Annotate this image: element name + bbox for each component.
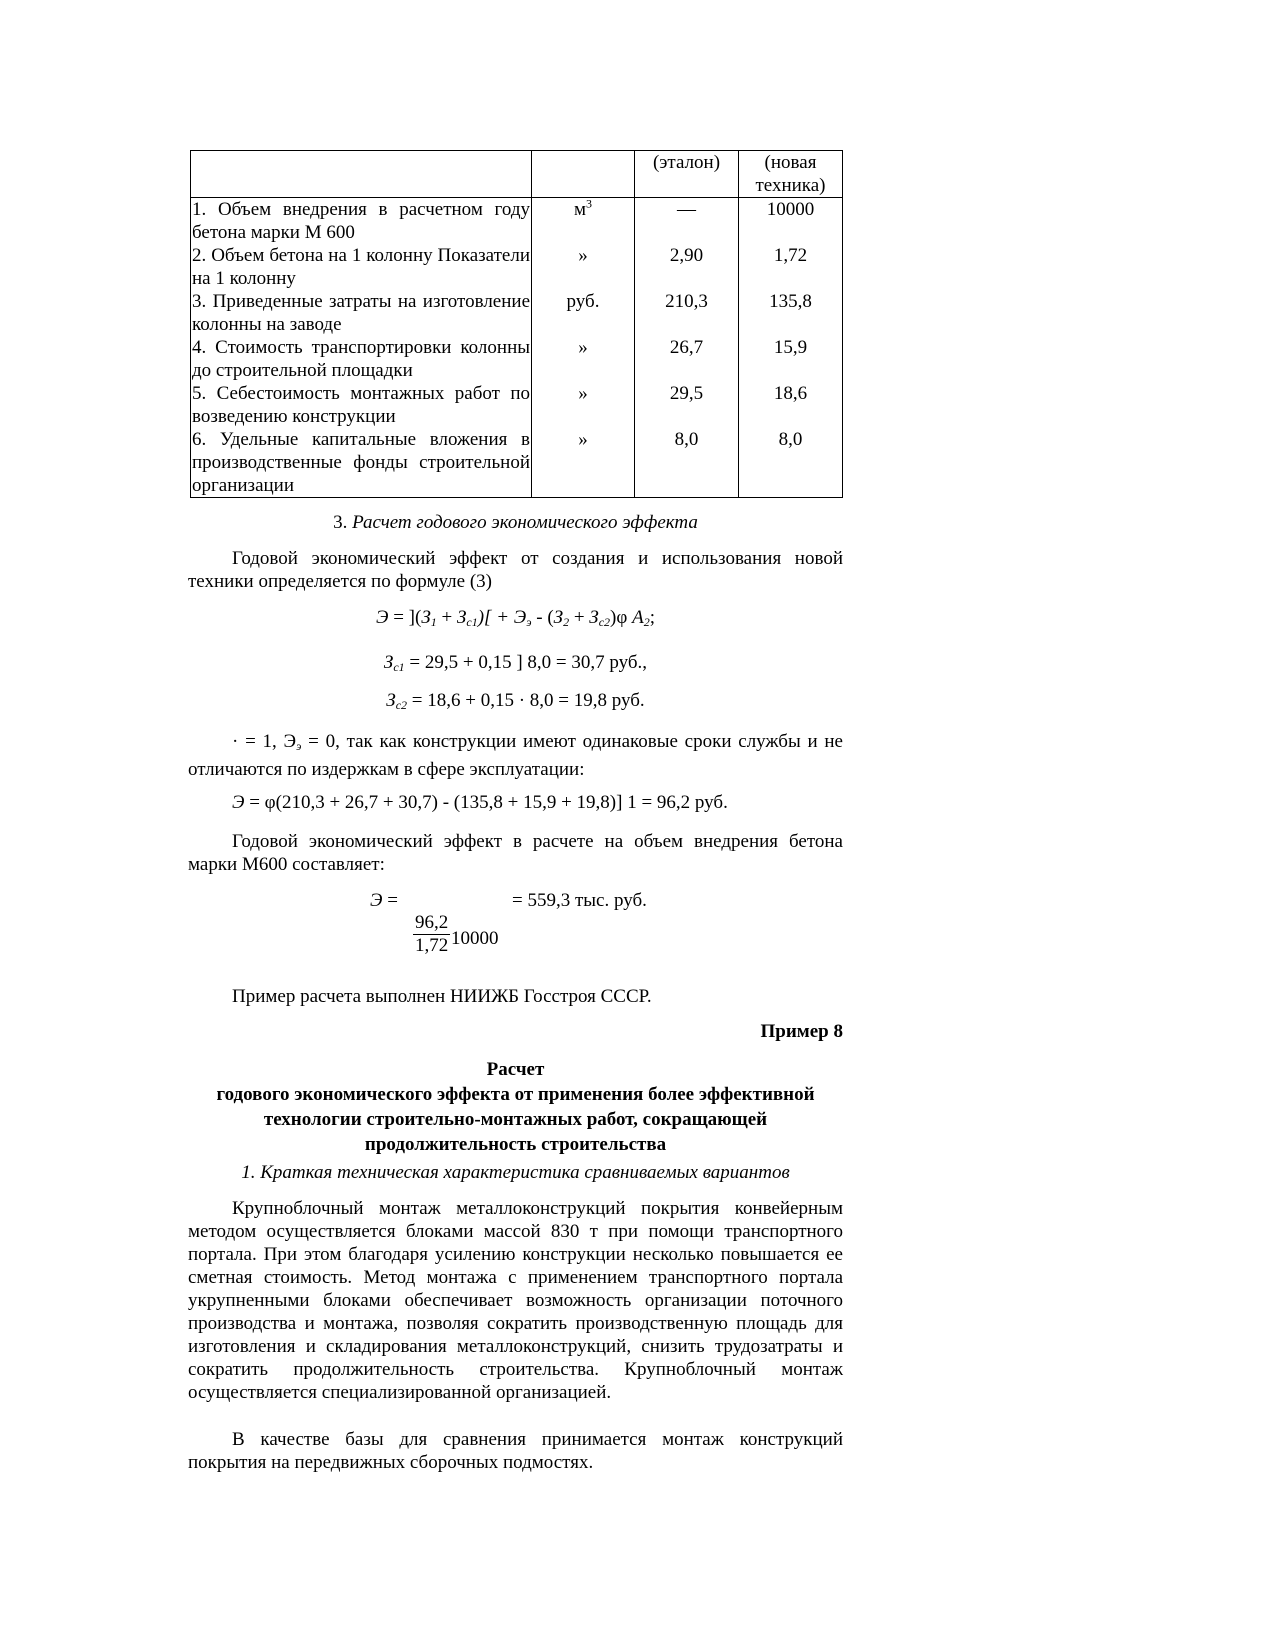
formula-symbol: З	[553, 607, 564, 628]
formula-subscript: 1	[430, 615, 437, 629]
formula-total	[370, 890, 398, 912]
formula-zc1	[188, 652, 843, 675]
formula-subscript: с1	[393, 660, 405, 674]
row-unit: »	[578, 245, 588, 266]
header-cell-indicator	[191, 151, 532, 198]
formula-part: = φ(210,3 + 26,7 + 30,7) - (135,8 + 15,9 + 19,8)] 1 = 96,2 руб.	[244, 792, 728, 813]
formula-part: =	[382, 890, 398, 911]
fraction-denominator: 1,72	[415, 935, 449, 956]
formula-part: ;	[649, 607, 655, 628]
paragraph-annual-effect: Годовой экономический эффект в расчете на объем внедрения бетона марки М600 составляет:	[188, 831, 843, 875]
page-heading	[188, 1057, 843, 1157]
formula-symbol: А	[632, 607, 644, 628]
fraction-multiplier: 10000	[451, 928, 499, 949]
example-label-text: Пример 8	[760, 1021, 843, 1042]
row-base-value: 29,5	[635, 382, 739, 428]
formula-subscript: э	[296, 739, 302, 753]
row-new-value: 8,0	[739, 428, 843, 498]
formula-subscript: 2	[643, 615, 650, 629]
section-1-text: 1. Краткая техническая характеристика сравниваемых вариантов	[241, 1162, 790, 1183]
formula-subscript: с2	[598, 615, 611, 629]
table-row	[191, 198, 843, 245]
formula-part: )[ + Э	[477, 607, 527, 628]
table-row	[191, 336, 843, 382]
row-description: 2. Объем бетона на 1 колонну Показатели на 1 колонну	[192, 245, 530, 289]
row-description: 4. Стоимость транспортировки колонны до строительной площадки	[192, 337, 530, 381]
row-unit: м	[573, 199, 587, 220]
row-unit-sup: 3	[586, 196, 593, 211]
row-base-value: 2,90	[635, 244, 739, 290]
paragraph-base-comparison: В качестве базы для сравнения принимается монтаж конструкций покрытия на передвижных сборочных подмостях.	[188, 1429, 843, 1473]
section-3-number: 3.	[333, 512, 348, 533]
paragraph-description: Крупноблочный монтаж металлоконструкций покрытия конвейерным методом осуществляется блоками массой 830 т при помощи транспортного портала. При этом благодаря усилению конструкции несколько повышается ее сметная стоимость. Метод монтажа с применением транспортного портала укрупненными блоками обеспечивает возможность организации поточного производства и монтажа, позволяя сократить производственную площадь для изготовления и складирования металлоконструкций, снизить трудозатраты и сократить продолжительность строительства. Крупноблочный монтаж осуществляется специализированной организацией.	[188, 1198, 843, 1403]
table-row	[191, 382, 843, 428]
section-3-title	[188, 512, 843, 534]
formula-subscript: э	[526, 615, 532, 629]
row-new-value: 15,9	[739, 336, 843, 382]
row-new-value: 1,72	[739, 244, 843, 290]
row-new-value: 10000	[739, 198, 843, 245]
formula-effect	[232, 792, 728, 814]
paragraph-conditions	[188, 730, 843, 781]
formula-part: +	[436, 607, 457, 628]
formula-part: +	[569, 607, 590, 628]
row-unit: »	[578, 337, 588, 358]
fraction	[413, 912, 450, 957]
example-label	[188, 1021, 843, 1043]
heading-line-2: годового экономического эффекта от применения более эффективной технологии строительно-монтажных работ, сокращающей продолжительность строительства	[216, 1084, 815, 1155]
formula-part: = 29,5 + 0,15 ] 8,0 = 30,7 руб.,	[404, 652, 648, 673]
row-new-value: 135,8	[739, 290, 843, 336]
table-row	[191, 290, 843, 336]
row-description: 6. Удельные капитальные вложения в производственные фонды строительной организации	[192, 429, 530, 496]
formula-subscript: с2	[395, 698, 408, 712]
row-base-value: 26,7	[635, 336, 739, 382]
formula-part: - (	[531, 607, 554, 628]
fraction-numerator: 96,2	[415, 912, 449, 933]
formula-symbol: З	[386, 690, 396, 711]
row-base-value: 210,3	[635, 290, 739, 336]
formula-part: = ](	[388, 607, 422, 628]
formula-zc2	[188, 690, 843, 713]
paragraph-formula-intro: Годовой экономический эффект от создания и использования новой техники определяется по формуле (3)	[188, 548, 843, 592]
formula-main	[188, 607, 843, 630]
formula-symbol: З	[456, 607, 467, 628]
formula-symbol: З	[589, 607, 599, 628]
header-cell-unit	[532, 151, 635, 198]
row-description: 3. Приведенные затраты на изготовление колонны на заводе	[192, 291, 530, 335]
row-unit: руб.	[566, 291, 600, 312]
formula-total-result: = 559,3 тыс. руб.	[512, 890, 647, 911]
row-new-value: 18,6	[739, 382, 843, 428]
table-header-row	[191, 151, 843, 198]
heading-line-1: Расчет	[486, 1059, 545, 1080]
formula-symbol: Э	[232, 792, 245, 813]
formula-symbol: З	[421, 607, 431, 628]
formula-subscript: с1	[466, 615, 478, 629]
paragraph-example-note: Пример расчета выполнен НИИЖБ Госстроя СССР.	[232, 986, 652, 1007]
row-description: 5. Себестоимость монтажных работ по возведению конструкции	[192, 383, 530, 427]
formula-symbol: З	[383, 652, 394, 673]
section-1-title	[188, 1162, 843, 1184]
indicators-table	[190, 150, 843, 498]
row-unit: »	[578, 383, 588, 404]
table-row	[191, 244, 843, 290]
section-3-text: Расчет годового экономического эффекта	[352, 512, 698, 533]
row-base-value: —	[635, 198, 739, 245]
formula-part: )φ	[610, 607, 633, 628]
formula-subscript: 2	[563, 615, 570, 629]
formula-symbol: Э	[370, 890, 383, 911]
table-row	[191, 428, 843, 498]
row-unit: »	[578, 429, 588, 450]
row-description: 1. Объем внедрения в расчетном году бетона марки М 600	[192, 199, 530, 243]
formula-symbol: Э	[376, 607, 389, 628]
row-base-value: 8,0	[635, 428, 739, 498]
text-part: = 0, так как конструкции имеют одинаковые сроки службы и не отличаются по издержкам в сфере эксплуатации:	[188, 731, 843, 780]
header-cell-base: (эталон)	[635, 151, 739, 198]
text-part: · = 1, Э	[232, 731, 297, 752]
formula-part: = 18,6 + 0,15 · 8,0 = 19,8 руб.	[407, 690, 645, 711]
header-cell-new: (новая техника)	[739, 151, 843, 198]
